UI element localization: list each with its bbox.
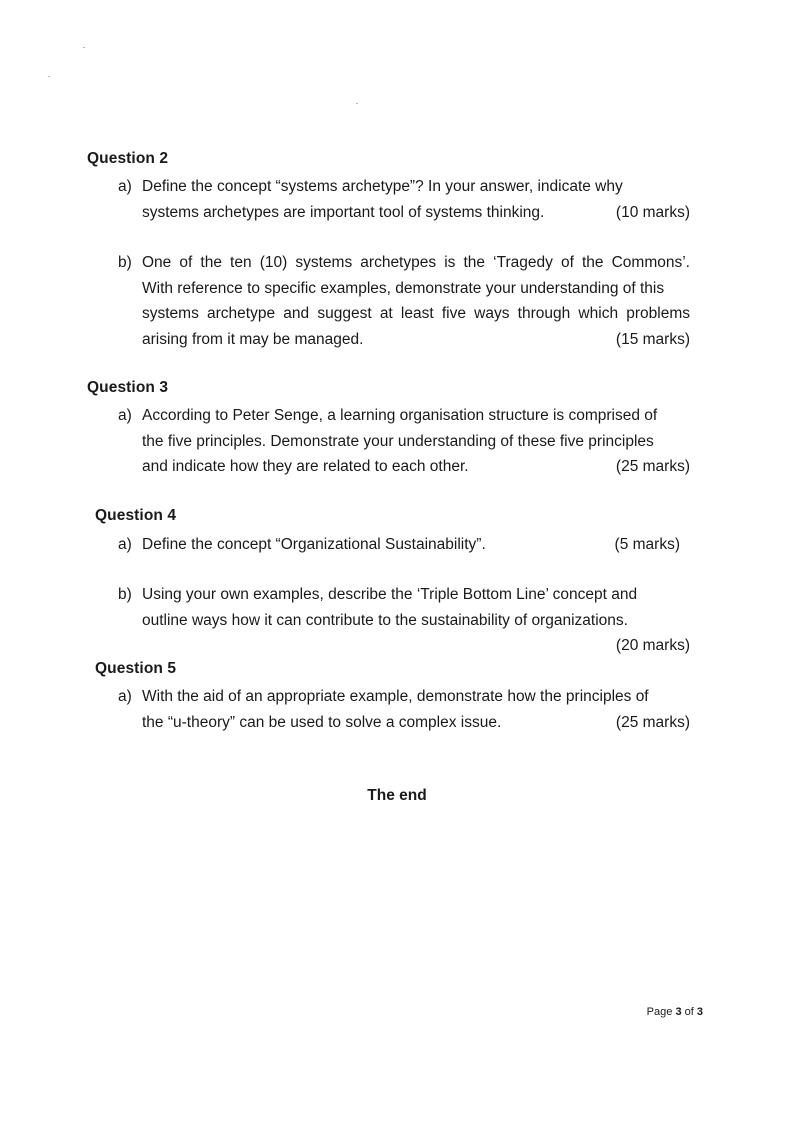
part-text: and indicate how they are related to each other. (142, 458, 469, 475)
marks-label: (25 marks) (615, 458, 690, 475)
part-text-line (118, 327, 690, 353)
question-2-part-a (118, 174, 690, 225)
page-current: 3 (675, 1006, 682, 1018)
question-2-heading: Question 2 (87, 150, 169, 167)
marks-label: (20 marks) (615, 637, 690, 654)
question-3-heading: Question 3 (87, 379, 169, 396)
part-letter: a) (118, 536, 132, 553)
marks-label: (25 marks) (615, 713, 690, 731)
question-5-heading: Question 5 (95, 660, 177, 677)
question-2-part-b (118, 250, 690, 352)
question-4-part-a (118, 532, 690, 558)
marks-label: (10 marks) (615, 203, 690, 221)
question-5-part-a (118, 684, 690, 735)
part-text-line: With the aid of an appropriate example, demonstrate how the principles of (142, 688, 649, 705)
scan-speck (356, 103, 358, 104)
part-text-line: With reference to specific examples, demonstrate your understanding of this (142, 279, 665, 297)
page-number (647, 1006, 703, 1018)
scan-speck (48, 76, 50, 77)
marks-label: (5 marks) (614, 536, 680, 553)
part-text: Define the concept “Organizational Sustainability”. (142, 536, 486, 553)
part-letter: a) (118, 407, 132, 424)
question-4-heading: Question 4 (95, 507, 177, 524)
part-text-line (118, 454, 690, 480)
part-text-line: outline ways how it can contribute to the sustainability of organizations. (142, 611, 628, 629)
page-prefix: Page (646, 1006, 673, 1018)
part-letter: a) (118, 688, 132, 705)
part-letter: a) (118, 178, 132, 195)
part-text-line (118, 200, 690, 226)
part-letter: b) (118, 586, 132, 603)
part-text-line: According to Peter Senge, a learning organisation structure is comprised of (142, 407, 658, 424)
end-marker: The end (367, 787, 427, 804)
page-of: of (684, 1006, 694, 1018)
part-text: the “u-theory” can be used to solve a complex issue. (142, 713, 502, 731)
question-4-part-b (118, 582, 690, 659)
part-text-line: Using your own examples, describe the ‘Triple Bottom Line’ concept and (142, 586, 638, 603)
part-text-line (118, 710, 690, 736)
part-text-line (118, 532, 690, 558)
question-3-part-a (118, 403, 690, 480)
part-letter: b) (118, 254, 132, 271)
part-text-line: One of the ten (10) systems archetypes is the ‘Tragedy of the Commons’. (142, 254, 690, 271)
part-text-line: the five principles. Demonstrate your understanding of these five principles (142, 432, 654, 450)
scan-speck (83, 47, 85, 48)
page-total: 3 (696, 1006, 703, 1018)
part-text: arising from it may be managed. (142, 330, 364, 348)
marks-label: (15 marks) (615, 330, 690, 348)
part-text-line: Define the concept “systems archetype”? In your answer, indicate why (142, 178, 623, 195)
part-text-line: systems archetype and suggest at least five ways through which problems (142, 305, 690, 322)
part-text: systems archetypes are important tool of systems thinking. (142, 203, 545, 221)
